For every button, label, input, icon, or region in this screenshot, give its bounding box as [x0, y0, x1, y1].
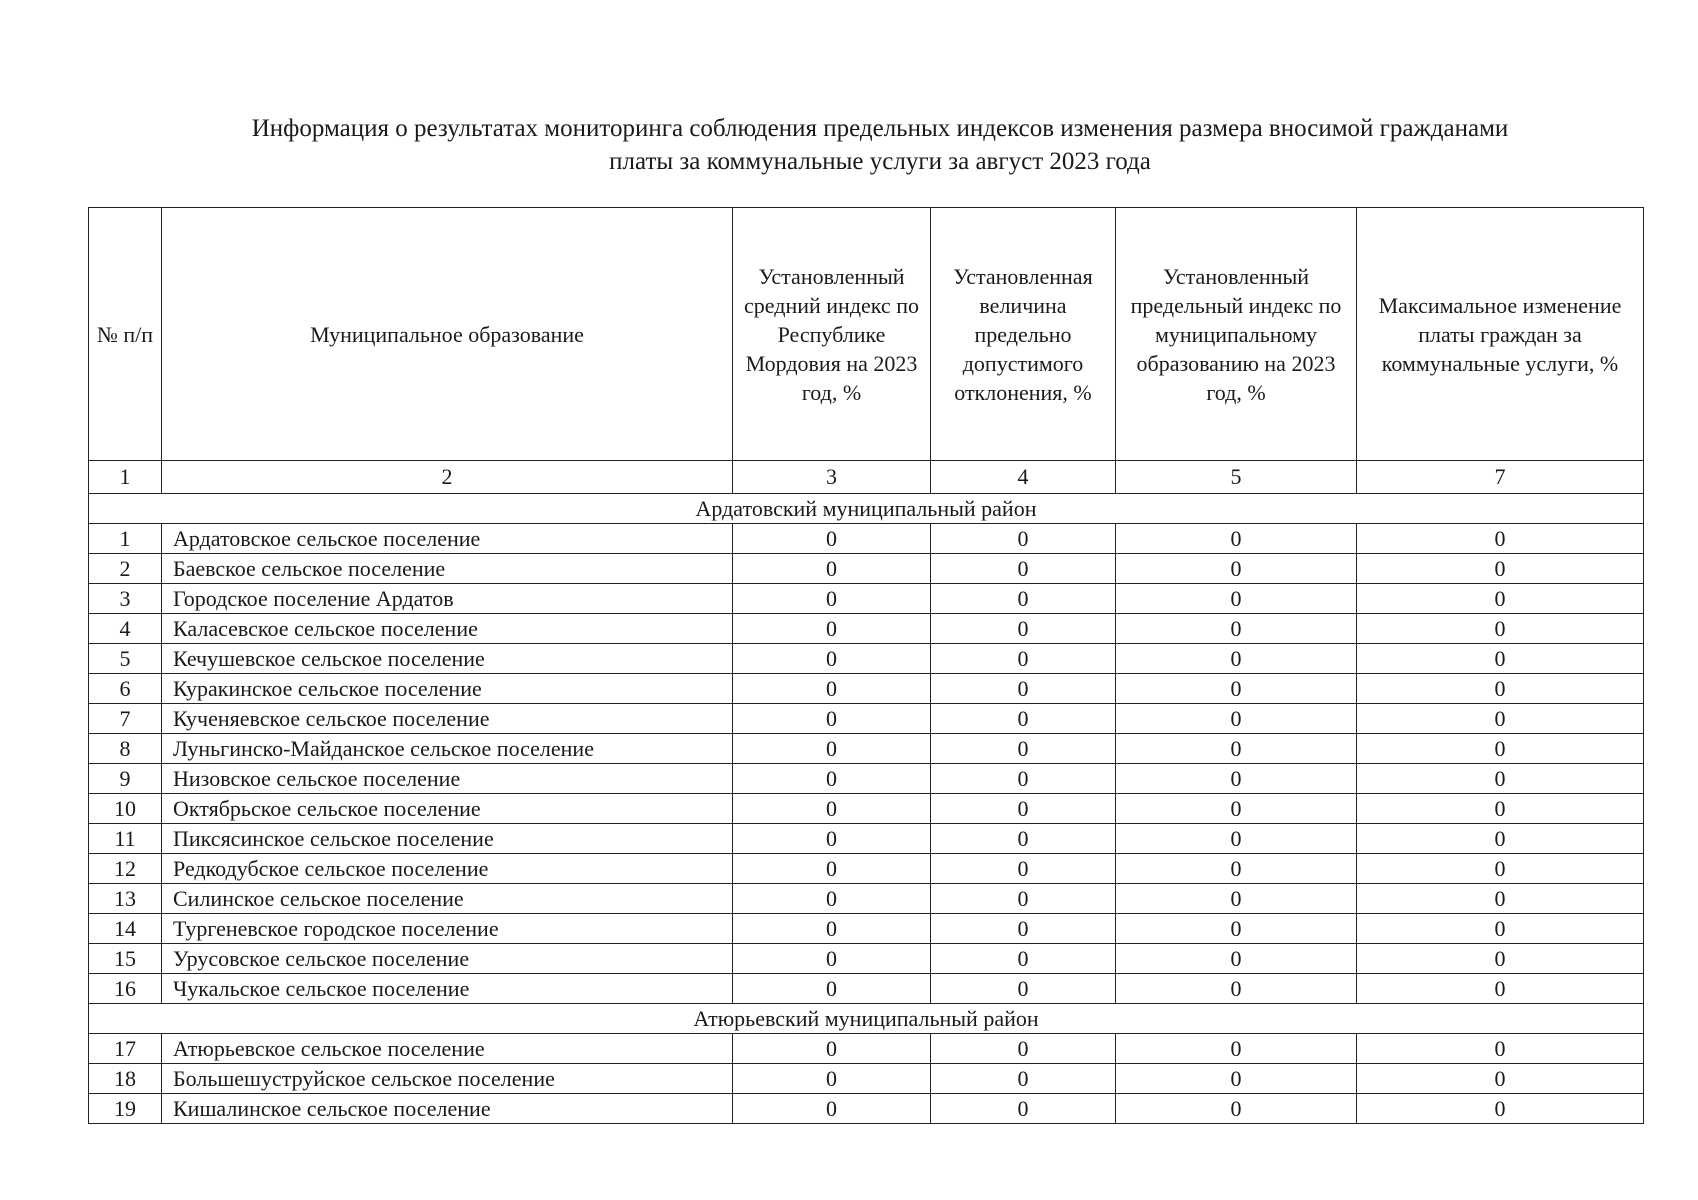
- allowed-deviation-value: 0: [931, 554, 1116, 584]
- column-number: 1: [89, 461, 162, 494]
- max-change-value: 0: [1357, 854, 1644, 884]
- limit-index-value: 0: [1116, 974, 1357, 1004]
- allowed-deviation-value: 0: [931, 854, 1116, 884]
- limit-index-value: 0: [1116, 1034, 1357, 1064]
- municipality-name: Пиксясинское сельское поселение: [162, 824, 733, 854]
- limit-index-value: 0: [1116, 584, 1357, 614]
- row-number: 11: [89, 824, 162, 854]
- header-limit-index: Установленный предельный индекс по муниципальному образованию на 2023 год, %: [1116, 208, 1357, 461]
- municipality-name: Большешуструйское сельское поселение: [162, 1064, 733, 1094]
- row-number: 7: [89, 704, 162, 734]
- municipality-name: Редкодубское сельское поселение: [162, 854, 733, 884]
- row-number: 18: [89, 1064, 162, 1094]
- table-row: [89, 824, 1644, 854]
- municipality-name: Чукальское сельское поселение: [162, 974, 733, 1004]
- allowed-deviation-value: 0: [931, 704, 1116, 734]
- allowed-deviation-value: 0: [931, 944, 1116, 974]
- column-number: 5: [1116, 461, 1357, 494]
- average-index-value: 0: [733, 734, 931, 764]
- average-index-value: 0: [733, 524, 931, 554]
- average-index-value: 0: [733, 1094, 931, 1124]
- average-index-value: 0: [733, 914, 931, 944]
- table-row: [89, 884, 1644, 914]
- average-index-value: 0: [733, 704, 931, 734]
- average-index-value: 0: [733, 884, 931, 914]
- allowed-deviation-value: 0: [931, 674, 1116, 704]
- column-number: 2: [162, 461, 733, 494]
- table-row: [89, 1064, 1644, 1094]
- allowed-deviation-value: 0: [931, 584, 1116, 614]
- table-row: [89, 944, 1644, 974]
- max-change-value: 0: [1357, 1064, 1644, 1094]
- row-number: 5: [89, 644, 162, 674]
- header-allowed-deviation: Установленная величина предельно допустимого отклонения, %: [931, 208, 1116, 461]
- municipality-name: Ардатовское сельское поселение: [162, 524, 733, 554]
- limit-index-value: 0: [1116, 944, 1357, 974]
- row-number: 16: [89, 974, 162, 1004]
- table-body: [89, 461, 1644, 1124]
- allowed-deviation-value: 0: [931, 524, 1116, 554]
- table-row: [89, 674, 1644, 704]
- allowed-deviation-value: 0: [931, 734, 1116, 764]
- max-change-value: 0: [1357, 1034, 1644, 1064]
- district-row: [89, 1004, 1644, 1034]
- row-number: 9: [89, 764, 162, 794]
- limit-index-value: 0: [1116, 764, 1357, 794]
- max-change-value: 0: [1357, 524, 1644, 554]
- row-number: 12: [89, 854, 162, 884]
- table-row: [89, 614, 1644, 644]
- table-row: [89, 704, 1644, 734]
- monitoring-table: [88, 207, 1644, 1124]
- max-change-value: 0: [1357, 644, 1644, 674]
- municipality-name: Кишалинское сельское поселение: [162, 1094, 733, 1124]
- average-index-value: 0: [733, 614, 931, 644]
- average-index-value: 0: [733, 1034, 931, 1064]
- allowed-deviation-value: 0: [931, 614, 1116, 644]
- limit-index-value: 0: [1116, 914, 1357, 944]
- allowed-deviation-value: 0: [931, 764, 1116, 794]
- table-row: [89, 734, 1644, 764]
- header-max-change: Максимальное изменение платы граждан за коммунальные услуги, %: [1357, 208, 1644, 461]
- municipality-name: Атюрьевское сельское поселение: [162, 1034, 733, 1064]
- header-number: № п/п: [89, 208, 162, 461]
- limit-index-value: 0: [1116, 554, 1357, 584]
- column-number: 7: [1357, 461, 1644, 494]
- limit-index-value: 0: [1116, 1094, 1357, 1124]
- table-row: [89, 644, 1644, 674]
- max-change-value: 0: [1357, 734, 1644, 764]
- table-row: [89, 764, 1644, 794]
- allowed-deviation-value: 0: [931, 1034, 1116, 1064]
- allowed-deviation-value: 0: [931, 974, 1116, 1004]
- table-row: [89, 794, 1644, 824]
- table-row: [89, 554, 1644, 584]
- limit-index-value: 0: [1116, 704, 1357, 734]
- limit-index-value: 0: [1116, 734, 1357, 764]
- row-number: 4: [89, 614, 162, 644]
- max-change-value: 0: [1357, 764, 1644, 794]
- table-row: [89, 974, 1644, 1004]
- row-number: 1: [89, 524, 162, 554]
- limit-index-value: 0: [1116, 794, 1357, 824]
- average-index-value: 0: [733, 764, 931, 794]
- max-change-value: 0: [1357, 794, 1644, 824]
- max-change-value: 0: [1357, 914, 1644, 944]
- column-number: 4: [931, 461, 1116, 494]
- limit-index-value: 0: [1116, 1064, 1357, 1094]
- table-row: [89, 1034, 1644, 1064]
- row-number: 14: [89, 914, 162, 944]
- row-number: 15: [89, 944, 162, 974]
- max-change-value: 0: [1357, 554, 1644, 584]
- max-change-value: 0: [1357, 1094, 1644, 1124]
- limit-index-value: 0: [1116, 884, 1357, 914]
- average-index-value: 0: [733, 944, 931, 974]
- municipality-name: Кечушевское сельское поселение: [162, 644, 733, 674]
- average-index-value: 0: [733, 1064, 931, 1094]
- allowed-deviation-value: 0: [931, 794, 1116, 824]
- max-change-value: 0: [1357, 674, 1644, 704]
- municipality-name: Баевское сельское поселение: [162, 554, 733, 584]
- district-name: Ардатовский муниципальный район: [89, 494, 1644, 524]
- max-change-value: 0: [1357, 614, 1644, 644]
- allowed-deviation-value: 0: [931, 914, 1116, 944]
- average-index-value: 0: [733, 674, 931, 704]
- municipality-name: Октябрьское сельское поселение: [162, 794, 733, 824]
- allowed-deviation-value: 0: [931, 1064, 1116, 1094]
- row-number: 10: [89, 794, 162, 824]
- row-number: 17: [89, 1034, 162, 1064]
- average-index-value: 0: [733, 824, 931, 854]
- row-number: 8: [89, 734, 162, 764]
- allowed-deviation-value: 0: [931, 1094, 1116, 1124]
- row-number: 19: [89, 1094, 162, 1124]
- municipality-name: Луньгинско-Майданское сельское поселение: [162, 734, 733, 764]
- max-change-value: 0: [1357, 974, 1644, 1004]
- header-municipality: Муниципальное образование: [162, 208, 733, 461]
- municipality-name: Городское поселение Ардатов: [162, 584, 733, 614]
- table-row: [89, 914, 1644, 944]
- municipality-name: Кученяевское сельское поселение: [162, 704, 733, 734]
- row-number: 13: [89, 884, 162, 914]
- column-number: 3: [733, 461, 931, 494]
- title-line-2: платы за коммунальные услуги за август 2023 года: [609, 148, 1151, 175]
- row-number: 3: [89, 584, 162, 614]
- table-row: [89, 524, 1644, 554]
- municipality-name: Низовское сельское поселение: [162, 764, 733, 794]
- municipality-name: Силинское сельское поселение: [162, 884, 733, 914]
- district-name: Атюрьевский муниципальный район: [89, 1004, 1644, 1034]
- table-row: [89, 1094, 1644, 1124]
- allowed-deviation-value: 0: [931, 824, 1116, 854]
- average-index-value: 0: [733, 854, 931, 884]
- district-row: [89, 494, 1644, 524]
- max-change-value: 0: [1357, 944, 1644, 974]
- allowed-deviation-value: 0: [931, 884, 1116, 914]
- municipality-name: Куракинское сельское поселение: [162, 674, 733, 704]
- average-index-value: 0: [733, 554, 931, 584]
- municipality-name: Тургеневское городское поселение: [162, 914, 733, 944]
- limit-index-value: 0: [1116, 614, 1357, 644]
- table-row: [89, 854, 1644, 884]
- limit-index-value: 0: [1116, 644, 1357, 674]
- average-index-value: 0: [733, 974, 931, 1004]
- document-title: [120, 112, 1640, 178]
- row-number: 2: [89, 554, 162, 584]
- limit-index-value: 0: [1116, 674, 1357, 704]
- title-line-1: Информация о результатах мониторинга соблюдения предельных индексов изменения размера вносимой гражданами: [251, 115, 1509, 142]
- column-number-row: [89, 461, 1644, 494]
- max-change-value: 0: [1357, 884, 1644, 914]
- limit-index-value: 0: [1116, 524, 1357, 554]
- municipality-name: Каласевское сельское поселение: [162, 614, 733, 644]
- allowed-deviation-value: 0: [931, 644, 1116, 674]
- max-change-value: 0: [1357, 824, 1644, 854]
- average-index-value: 0: [733, 584, 931, 614]
- municipality-name: Урусовское сельское поселение: [162, 944, 733, 974]
- limit-index-value: 0: [1116, 824, 1357, 854]
- max-change-value: 0: [1357, 584, 1644, 614]
- row-number: 6: [89, 674, 162, 704]
- limit-index-value: 0: [1116, 854, 1357, 884]
- average-index-value: 0: [733, 794, 931, 824]
- max-change-value: 0: [1357, 704, 1644, 734]
- table-row: [89, 584, 1644, 614]
- header-average-index: Установленный средний индекс по Республике Мордовия на 2023 год, %: [733, 208, 931, 461]
- average-index-value: 0: [733, 644, 931, 674]
- header-row: [89, 208, 1644, 461]
